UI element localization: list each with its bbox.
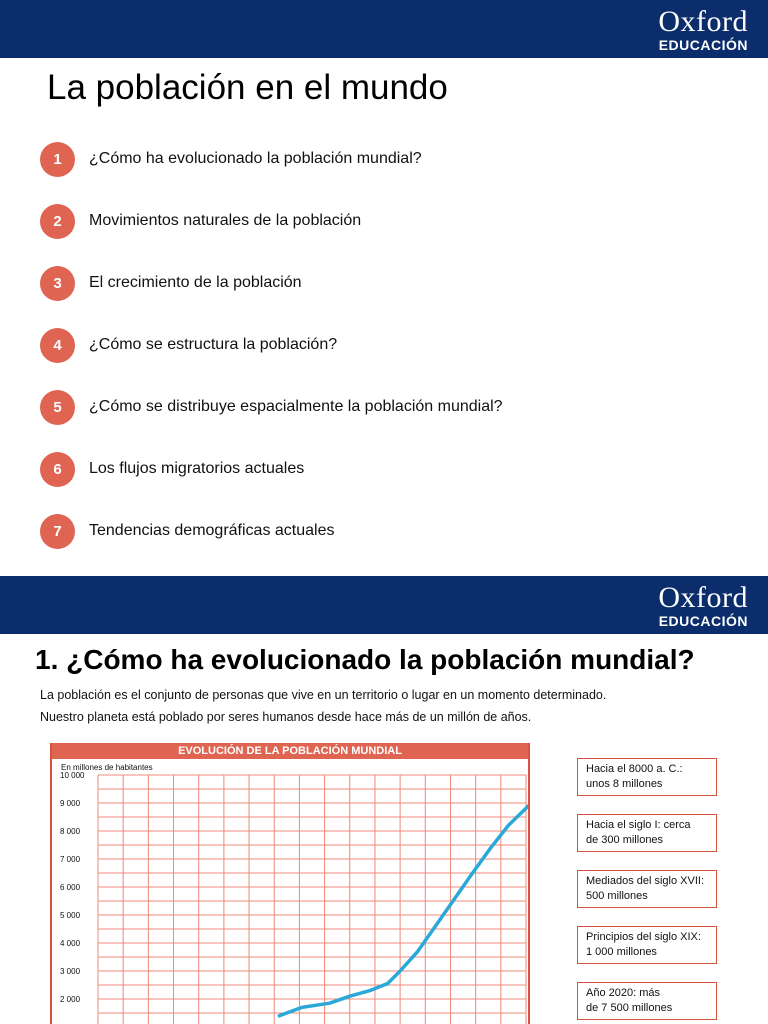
oxford-logo	[658, 583, 748, 628]
toc-item[interactable]	[40, 452, 503, 514]
chart-grid	[98, 775, 526, 1024]
number-badge: 4	[40, 328, 75, 363]
toc-item[interactable]	[40, 328, 503, 390]
slide-section-1	[0, 576, 768, 1024]
toc-item-label: Movimientos naturales de la población	[89, 212, 362, 229]
logo-brand: Oxford	[658, 581, 748, 614]
y-tick-label: 8 000	[60, 827, 81, 836]
header-banner	[0, 576, 768, 634]
milestone-line: unos 8 millones	[586, 778, 663, 790]
milestones	[577, 758, 717, 1024]
header-banner	[0, 0, 768, 58]
number-badge: 7	[40, 514, 75, 549]
toc-item-label: El crecimiento de la población	[89, 274, 302, 291]
milestone-box	[577, 982, 717, 1020]
milestone-line: 1 000 millones	[586, 946, 657, 958]
toc-item-label: ¿Cómo se estructura la población?	[89, 336, 338, 353]
milestone-box	[577, 758, 717, 796]
milestone-box	[577, 814, 717, 852]
section-title: 1. ¿Cómo ha evolucionado la población mundial?	[35, 644, 695, 675]
toc-item-label: Los flujos migratorios actuales	[89, 460, 305, 477]
toc-item[interactable]	[40, 514, 503, 576]
population-series-line	[279, 806, 528, 1016]
population-chart	[50, 743, 530, 1024]
y-tick-label: 4 000	[60, 939, 81, 948]
logo-subtitle: EDUCACIÓN	[658, 613, 748, 629]
intro-text	[40, 684, 606, 728]
milestone-line: 500 millones	[586, 890, 648, 902]
toc-item[interactable]	[40, 204, 503, 266]
y-tick-label: 9 000	[60, 799, 81, 808]
milestone-line: de 300 millones	[586, 834, 664, 846]
toc-item-label: Tendencias demográficas actuales	[89, 522, 335, 539]
y-axis-ticks	[60, 771, 85, 1004]
toc-item-label: ¿Cómo se distribuye espacialmente la población mundial?	[89, 398, 503, 415]
milestone-line: Hacia el siglo I: cerca	[586, 819, 691, 831]
milestone-line: Hacia el 8000 a. C.:	[586, 763, 683, 775]
milestone-box	[577, 926, 717, 964]
milestone-box	[577, 870, 717, 908]
y-tick-label: 7 000	[60, 855, 81, 864]
oxford-logo	[658, 7, 748, 52]
y-tick-label: 6 000	[60, 883, 81, 892]
y-tick-label: 2 000	[60, 995, 81, 1004]
y-axis-label: En millones de habitantes	[61, 763, 153, 772]
milestone-line: Año 2020: más	[586, 987, 660, 999]
number-badge: 6	[40, 452, 75, 487]
number-badge: 2	[40, 204, 75, 239]
chart-title: EVOLUCIÓN DE LA POBLACIÓN MUNDIAL	[52, 743, 528, 759]
milestone-line: Mediados del siglo XVII:	[586, 875, 705, 887]
y-tick-label: 10 000	[60, 771, 85, 780]
number-badge: 5	[40, 390, 75, 425]
toc-item[interactable]	[40, 266, 503, 328]
table-of-contents	[40, 142, 503, 576]
chart-series	[279, 806, 528, 1016]
toc-item-label: ¿Cómo ha evolucionado la población mundial?	[89, 150, 422, 167]
intro-line: La población es el conjunto de personas que vive en un territorio o lugar en un momento determinado.	[40, 688, 607, 702]
page-title: La población en el mundo	[47, 68, 448, 107]
y-tick-label: 5 000	[60, 911, 81, 920]
chart-plot	[52, 759, 528, 1024]
number-badge: 3	[40, 266, 75, 301]
logo-subtitle: EDUCACIÓN	[658, 37, 748, 53]
milestone-line: Principios del siglo XIX:	[586, 931, 701, 943]
toc-item[interactable]	[40, 390, 503, 452]
number-badge: 1	[40, 142, 75, 177]
toc-item[interactable]	[40, 142, 503, 204]
intro-line: Nuestro planeta está poblado por seres humanos desde hace más de un millón de años.	[40, 710, 532, 724]
y-tick-label: 3 000	[60, 967, 81, 976]
milestone-line: de 7 500 millones	[586, 1002, 673, 1014]
logo-brand: Oxford	[658, 5, 748, 38]
